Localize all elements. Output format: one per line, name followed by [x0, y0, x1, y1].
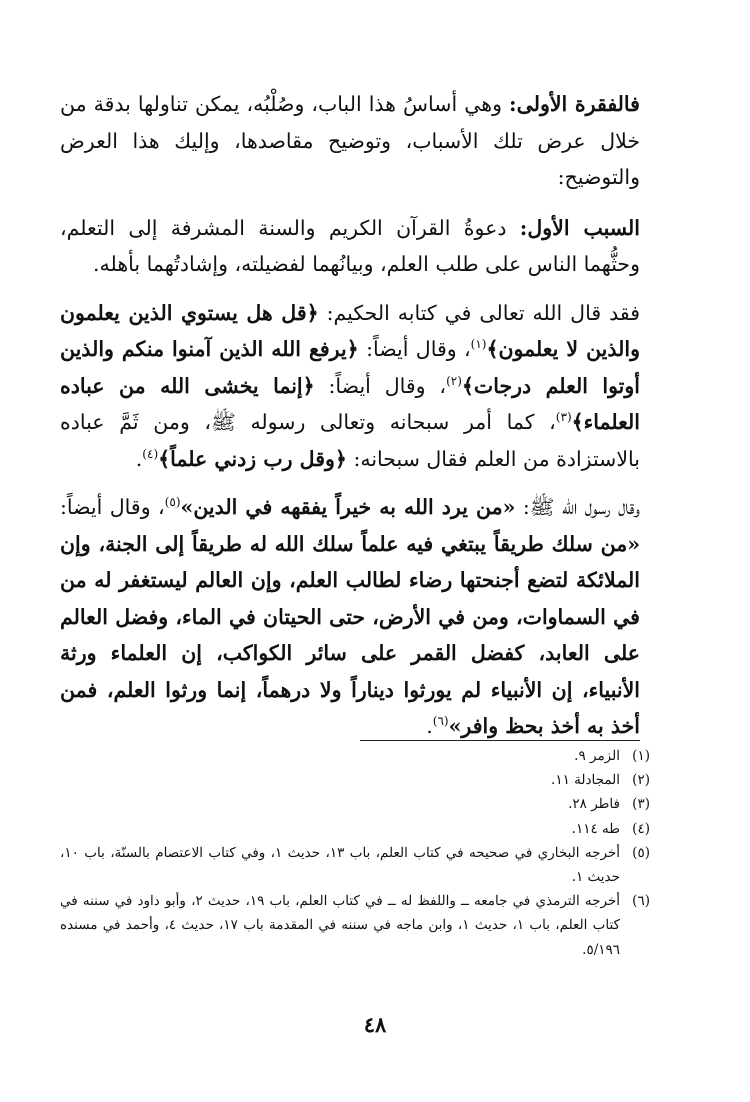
- footnote-number: (٦): [632, 893, 650, 910]
- footnote-ref-2: (٢): [446, 373, 462, 388]
- footnote-number: (١): [632, 748, 650, 764]
- text-segment: فقد قال الله تعالى في كتابه الحكيم:: [318, 300, 640, 325]
- hadith-quote-2: «من سلك طريقاً يبتغي فيه علماً سلك الله له طريقاً إلى الجنة: [105, 531, 641, 556]
- text-segment: ، وقال أيضاً:: [60, 495, 165, 519]
- footnote-ref-3: (٣): [555, 410, 572, 425]
- text-segment: ، كما أمر سبحانه وتعالى رسوله ﷺ، ومن ثَمَّ عباده بالاستزادة من العلم فقال سبحانه:: [60, 410, 640, 471]
- text-segment: .: [426, 714, 433, 738]
- footnote-text: فاطر ٢٨.: [568, 796, 620, 813]
- page-number: ٤٨: [363, 1012, 387, 1037]
- footnote-item: [60, 792, 650, 816]
- text-segment: وقال رسول الله ﷺ:: [515, 495, 640, 519]
- footnote-text: طه ١١٤.: [571, 820, 620, 837]
- paragraph-4: [60, 489, 640, 745]
- quran-quote-2: ﴿يرفع الله الذين آمنوا منكم والذين أوتوا العلم درجات﴾: [60, 337, 640, 398]
- paragraph-2-text: دعوةُ القرآن الكريم والسنة المشرفة إلى التعلم، وحثُّهما الناس على طلب العلم، وبيانُهما لفضيلته، وإشادتُهما بأهله.: [60, 215, 640, 276]
- footnote-text: المجادلة ١١.: [551, 772, 620, 789]
- footnote-ref-1: (١): [470, 337, 487, 352]
- paragraph-2-heading: السبب الأول:: [519, 215, 640, 240]
- text-segment: ، وقال أيضاً:: [314, 373, 447, 398]
- spacer: [60, 477, 640, 489]
- footnote-item: [60, 768, 650, 792]
- paragraph-1-heading: فالفقرة الأولى:: [509, 92, 640, 116]
- text-segment: .: [135, 446, 143, 471]
- footnote-text: أخرجه البخاري في صحيحه في كتاب العلم، باب ١٣، حديث ١، وفي كتاب الاعتصام بالسنّة، باب ١٠، حديث ١.: [60, 844, 620, 886]
- quran-quote-3: ﴿إنما يخشى الله من عباده العلماء﴾: [60, 373, 640, 434]
- paragraph-2: [60, 210, 640, 283]
- footnote-number: (٤): [632, 820, 650, 837]
- footnote-item: [60, 817, 650, 841]
- quran-quote-1: ﴿قل هل يستوي الذين يعلمون والذين لا يعلمون﴾: [60, 300, 640, 361]
- spacer: [60, 283, 640, 295]
- spacer: [60, 196, 640, 210]
- footnotes: [60, 744, 650, 962]
- footnote-ref-5: (٥): [164, 495, 181, 510]
- paragraph-3: [60, 295, 640, 478]
- hadith-quote-2-cont: ، وإن الملائكة لتضع أجنحتها رضاء لطالب العلم، وإن العالم ليستغفر له من في السماوات، ومن في الأرض، حتى الحيتان في الماء، وفضل العالم على العابد، كفضل القمر على سائر الكواكب، إن العلماء ورثة الأنبياء، إن الأنبياء لم يورثوا ديناراً ولا درهماً، إنما ورثوا العلم، فمن أخذ به أخذ بحظ وافر»: [60, 531, 640, 738]
- footnote-number: (٣): [632, 796, 650, 813]
- footnote-item: [60, 841, 650, 889]
- footnote-item: [60, 889, 650, 962]
- footnote-ref-6: (٦): [432, 714, 449, 729]
- paragraph-1-text: وهي أساسُ هذا الباب، وصُلْبُه، يمكن تناولها بدقة من خلال عرض تلك الأسباب، وتوضيح مقاصدها، وإليك هذا العرض والتوضيح:: [60, 92, 640, 189]
- footnote-ref-4: (٤): [142, 446, 159, 461]
- footnote-text: الزمر ٩.: [574, 748, 620, 764]
- quran-quote-4: ﴿وقل رب زدني علماً﴾: [158, 446, 347, 471]
- footnote-text: أخرجه الترمذي في جامعه ــ واللفظ له ــ في كتاب العلم، باب ١٩، حديث ٢، وأبو داود في سننه في كتاب العلم، باب ١، حديث ١، وابن ماجه في سننه في المقدمة باب ١٧، حديث ٤، وأحمد في مسنده ٥/١٩٦.: [60, 893, 620, 958]
- footnote-number: (٢): [632, 772, 650, 789]
- footnote-separator: [360, 740, 640, 741]
- main-text: [60, 86, 640, 745]
- paragraph-1: [60, 86, 640, 196]
- text-segment: ، وقال أيضاً:: [358, 337, 471, 361]
- hadith-quote-1: «من يرد الله به خيراً يفقهه في الدين»: [180, 495, 516, 519]
- footnote-number: (٥): [632, 844, 650, 861]
- footnote-item: [60, 744, 650, 768]
